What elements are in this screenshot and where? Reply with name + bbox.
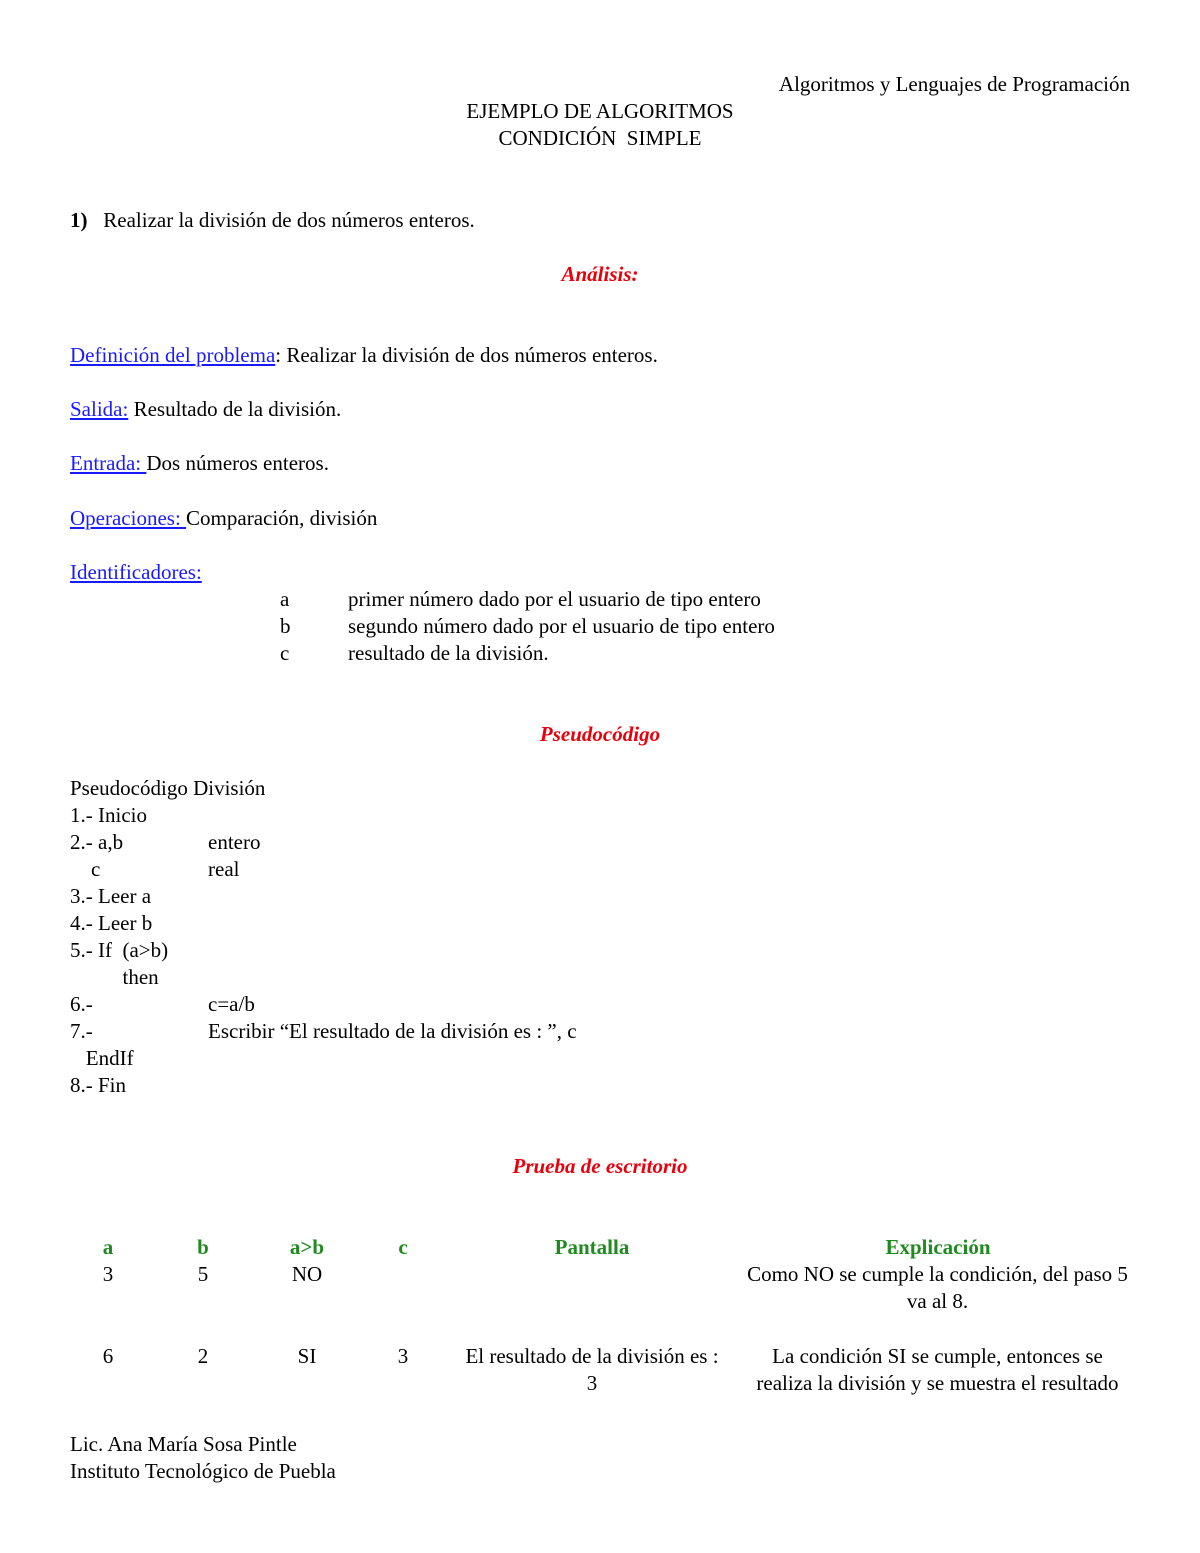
pseudocode-line-detail: entero — [208, 830, 261, 854]
definition-label: Definición del problema — [70, 343, 276, 367]
identifier-c-name: c — [280, 641, 290, 665]
identifier-b-desc: segundo número dado por el usuario de tipo entero — [348, 614, 775, 638]
operations-line — [70, 505, 377, 532]
table-cell-explicacion: Como NO se cumple la condición, del paso 5 va al 8. — [747, 1262, 1128, 1313]
footer-institution: Instituto Tecnológico de Puebla — [70, 1459, 336, 1483]
pseudocode-line-detail: real — [208, 857, 240, 881]
identifiers-label: Identificadores: — [70, 560, 202, 584]
table-cell-c: 3 — [397, 1344, 409, 1368]
operations-label: Operaciones: — [70, 506, 187, 530]
pseudocode-line: 2.- a,b — [70, 830, 124, 854]
document-title: EJEMPLO DE ALGORITMOS — [466, 99, 734, 123]
output-label: Salida: — [70, 397, 129, 421]
definition-line — [70, 342, 658, 369]
table-cell-a: 3 — [102, 1262, 114, 1286]
input-text: Dos números enteros. — [146, 451, 329, 475]
problem-text: Realizar la división de dos números enteros. — [103, 208, 475, 232]
pseudocode-heading: Pseudocódigo — [539, 722, 661, 746]
table-cell-explicacion: La condición SI se cumple, entonces se realiza la división y se muestra el resultado — [756, 1344, 1119, 1395]
column-header-pantalla: Pantalla — [554, 1235, 630, 1259]
pseudocode-line: c — [70, 857, 101, 881]
pseudocode-line: 4.- Leer b — [70, 911, 153, 935]
table-cell-condition: NO — [291, 1262, 323, 1286]
input-line — [70, 450, 329, 477]
pseudocode-line: 1.- Inicio — [70, 803, 147, 827]
table-cell-b: 2 — [197, 1344, 209, 1368]
identifier-a-desc: primer número dado por el usuario de tipo entero — [348, 587, 761, 611]
table-cell-a: 6 — [102, 1344, 114, 1368]
pseudocode-line-detail: Escribir “El resultado de la división es : ”, c — [208, 1019, 577, 1043]
course-name: Algoritmos y Lenguajes de Programación — [778, 72, 1130, 96]
desk-check-heading: Prueba de escritorio — [512, 1154, 688, 1178]
input-label: Entrada: — [70, 451, 147, 475]
table-cell-pantalla: El resultado de la división es : 3 — [465, 1344, 719, 1395]
output-text: Resultado de la división. — [128, 397, 342, 421]
pseudocode-line: EndIf — [70, 1046, 134, 1070]
document-subtitle: CONDICIÓN SIMPLE — [498, 126, 702, 150]
pseudocode-line: 5.- If (a>b) — [70, 938, 169, 962]
footer-author: Lic. Ana María Sosa Pintle — [70, 1432, 297, 1456]
column-header-a: a — [102, 1235, 114, 1259]
pseudocode-line-detail: c=a/b — [208, 992, 255, 1016]
column-header-b: b — [197, 1235, 209, 1259]
column-header-c: c — [398, 1235, 408, 1259]
problem-number: 1) — [70, 208, 88, 232]
analysis-heading: Análisis: — [561, 262, 639, 286]
table-cell-b: 5 — [197, 1262, 209, 1286]
pseudocode-line: then — [70, 965, 159, 989]
pseudocode-line: 8.- Fin — [70, 1073, 127, 1097]
identifier-b-name: b — [280, 614, 291, 638]
pseudocode-line: 7.- — [70, 1019, 93, 1043]
pseudocode-line: Pseudocódigo División — [70, 776, 266, 800]
definition-text: : Realizar la división de dos números enteros. — [275, 343, 658, 367]
column-header-condition: a>b — [289, 1235, 325, 1259]
problem-statement — [70, 207, 475, 234]
identifier-c-desc: resultado de la división. — [348, 641, 549, 665]
pseudocode-line: 6.- — [70, 992, 93, 1016]
table-cell-condition: SI — [297, 1344, 317, 1368]
column-header-explicacion: Explicación — [885, 1235, 991, 1259]
identifier-a-name: a — [280, 587, 290, 611]
output-line — [70, 396, 341, 423]
pseudocode-line: 3.- Leer a — [70, 884, 152, 908]
operations-text: Comparación, división — [186, 506, 378, 530]
